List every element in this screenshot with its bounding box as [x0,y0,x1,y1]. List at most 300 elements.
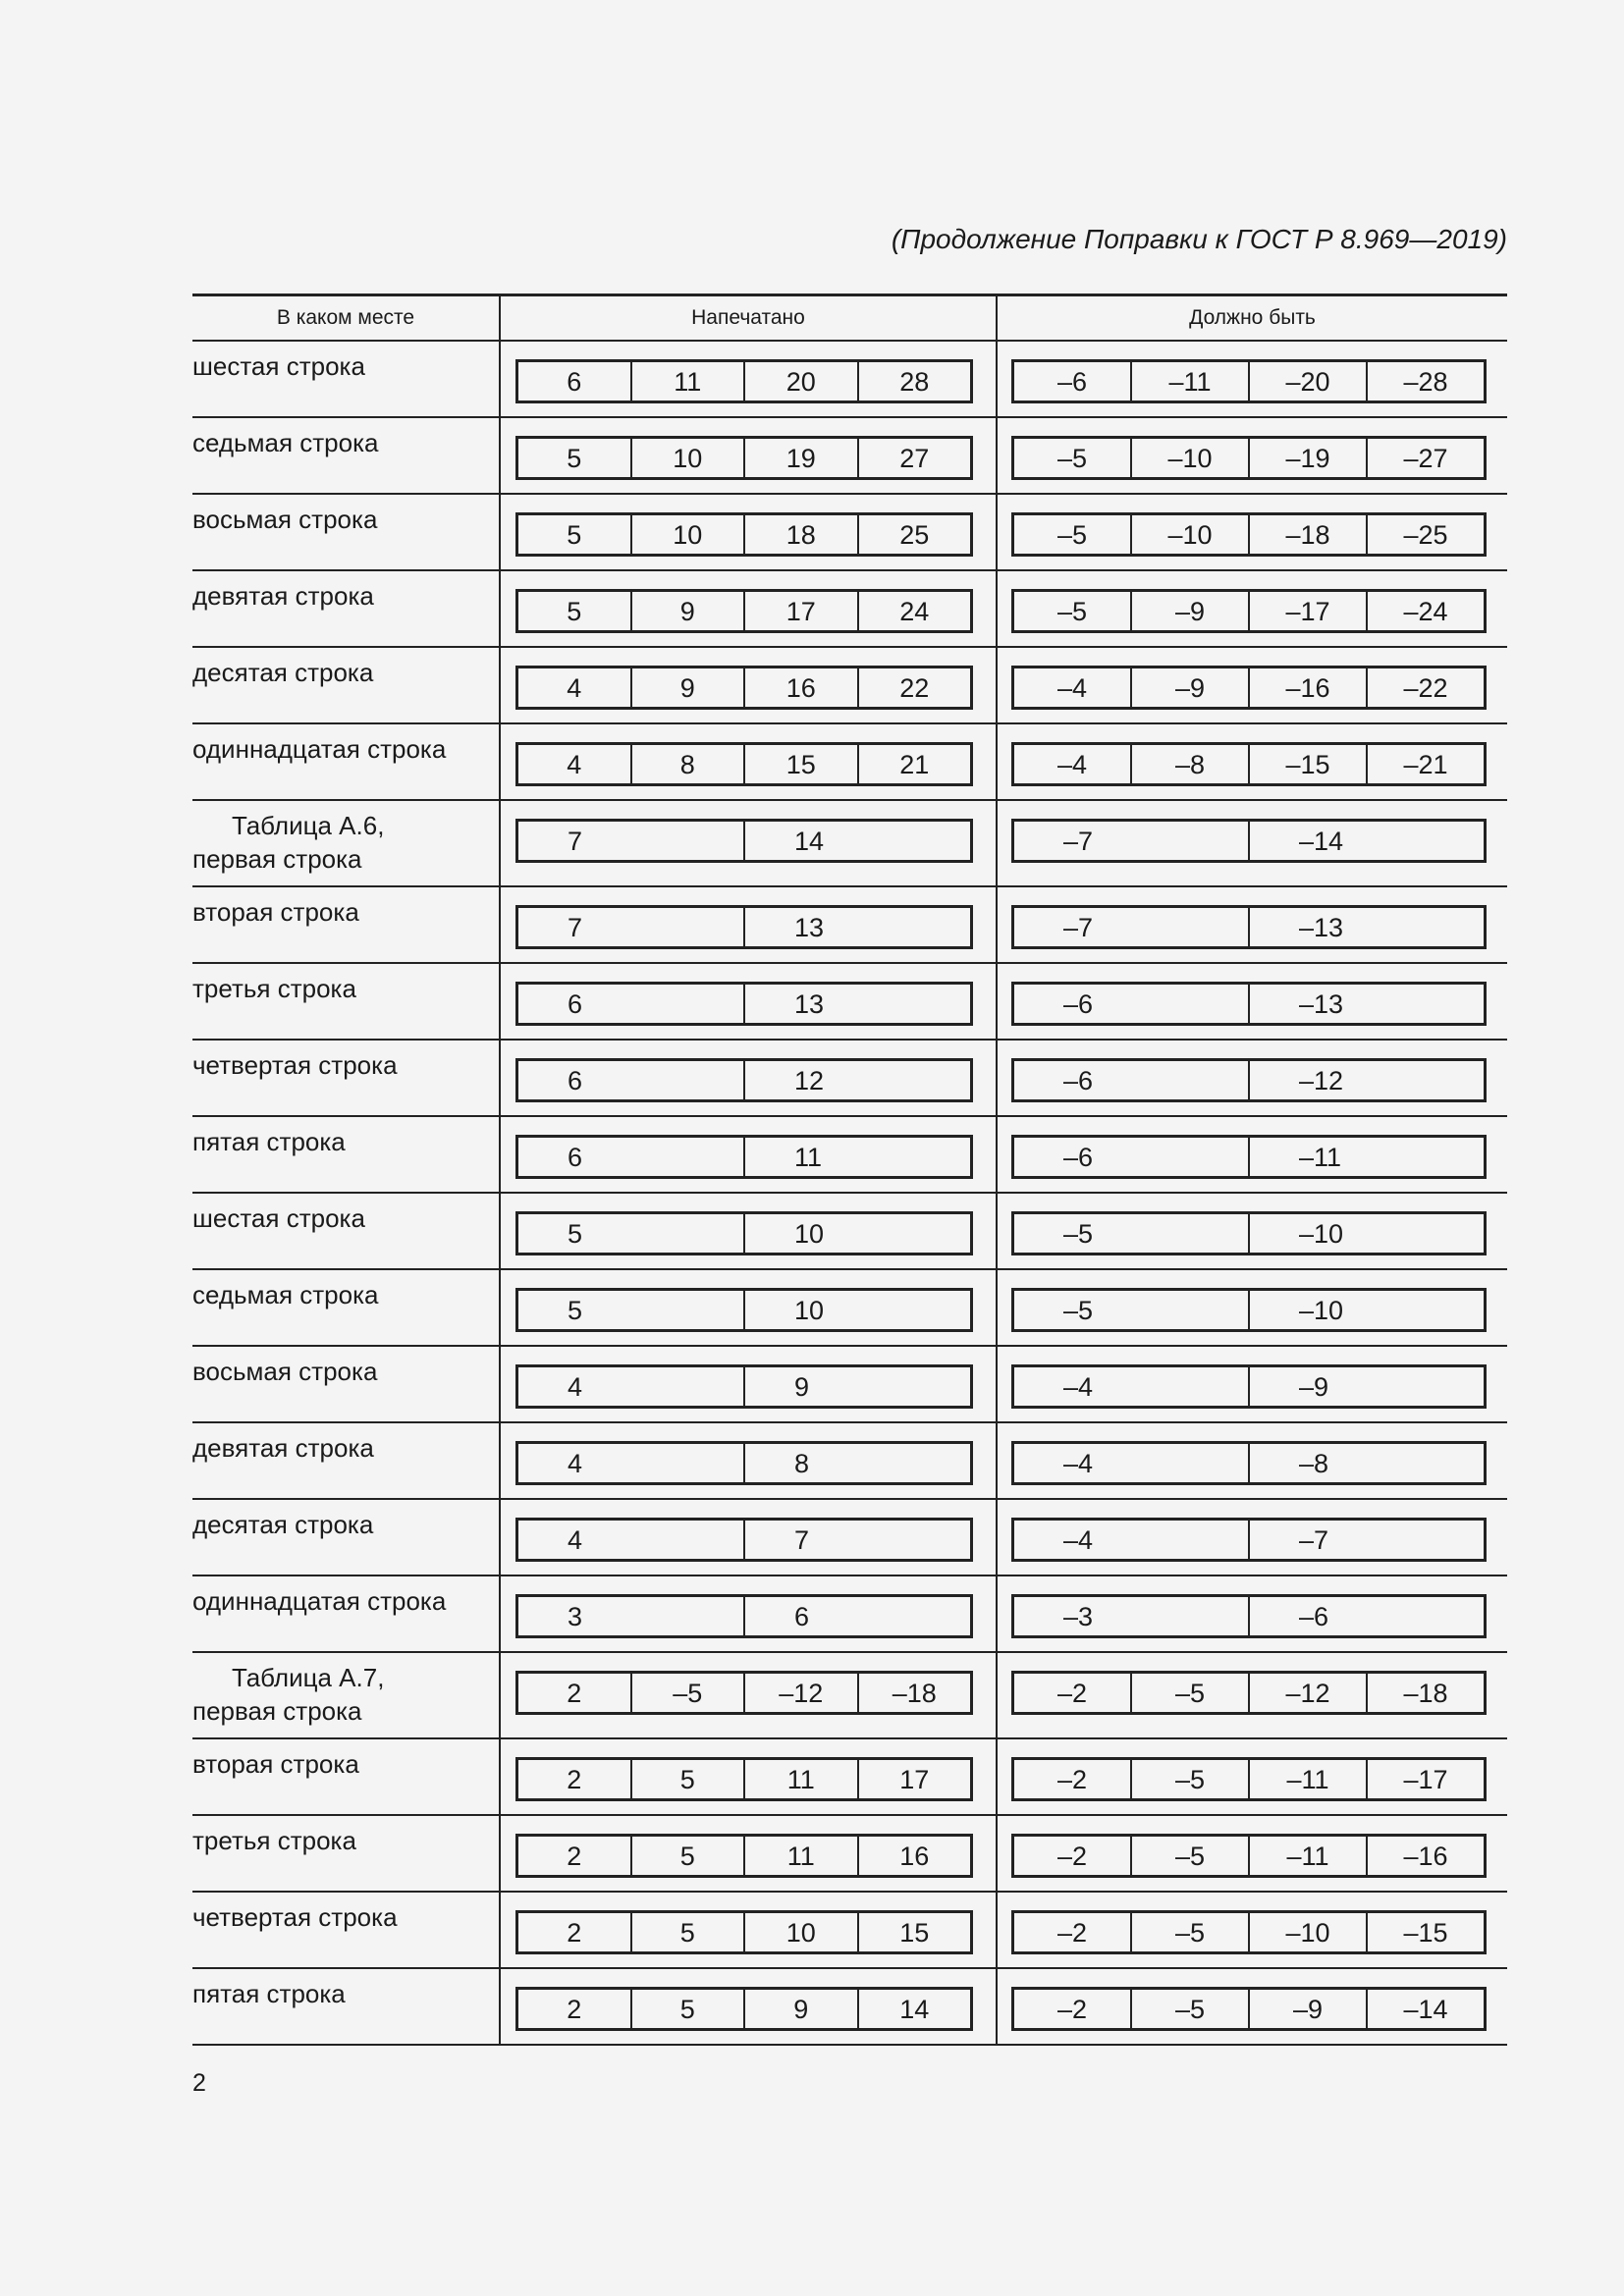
printed-value: 9 [630,592,744,630]
should-value: –2 [1056,1995,1088,2024]
printed-values-box [515,1288,973,1332]
printed-value: 13 [743,985,970,1023]
printed-value: 10 [743,1291,970,1329]
header-printed: Напечатано [499,296,996,340]
should-value: –4 [1056,673,1088,703]
printed-value: 21 [857,745,971,783]
printed-cell [499,1739,996,1814]
should-cell [996,1347,1507,1421]
should-value: –9 [1130,592,1248,630]
printed-value: 5 [567,597,582,626]
should-value: –10 [1248,1214,1484,1253]
place-line: вторая строка [192,897,359,927]
should-values-box [1011,1594,1487,1638]
should-value: –22 [1366,668,1484,707]
place-text [192,1041,499,1082]
printed-value: 10 [630,439,744,477]
should-value: –11 [1130,362,1248,400]
place-line: десятая строка [192,658,374,687]
should-values-box [1011,982,1487,1026]
should-value: –9 [1248,1990,1366,2028]
printed-cell [499,887,996,962]
place-line: первая строка [192,1696,362,1726]
printed-value: 5 [630,1913,744,1951]
should-value: –20 [1248,362,1366,400]
table-row [192,1653,1507,1739]
should-values-box [1011,359,1487,403]
should-value: –6 [1063,989,1094,1019]
should-cell [996,495,1507,569]
should-value: –12 [1248,1674,1366,1712]
should-values-box [1011,1058,1487,1102]
should-value: –15 [1366,1913,1484,1951]
page-number: 2 [192,2069,206,2097]
place-text [192,1576,499,1618]
printed-cell [499,1423,996,1498]
printed-value: 6 [568,1143,583,1172]
place-line: пятая строка [192,1979,346,2008]
place-line: четвертая строка [192,1902,398,1932]
table-row [192,342,1507,418]
printed-value: 2 [567,1679,582,1708]
place-text [192,1969,499,2010]
printed-value: 28 [857,362,971,400]
printed-value: –18 [857,1674,971,1712]
printed-value: 11 [743,1138,970,1176]
printed-values-box [515,512,973,557]
should-cell [996,964,1507,1039]
should-cell [996,887,1507,962]
place-text [192,801,499,876]
printed-value: 9 [743,1367,970,1406]
place-line: одиннадцатая строка [192,1586,447,1616]
place-text [192,1893,499,1934]
printed-values-box [515,1135,973,1179]
should-value: –5 [1130,1760,1248,1798]
should-cell [996,1739,1507,1814]
printed-values-box [515,1058,973,1102]
should-value: –5 [1063,1296,1094,1325]
printed-cell [499,1969,996,2044]
should-cell [996,724,1507,799]
printed-value: –5 [630,1674,744,1712]
printed-values-box [515,666,973,710]
printed-cell [499,648,996,722]
should-values-box [1011,1441,1487,1485]
printed-values-box [515,982,973,1026]
should-values-box [1011,666,1487,710]
printed-cell [499,1347,996,1421]
should-value: –27 [1366,439,1484,477]
should-value: –11 [1248,1837,1366,1875]
place-text [192,342,499,383]
place-cell [192,1576,499,1651]
printed-values-box [515,1364,973,1409]
printed-values-box [515,1834,973,1878]
should-cell [996,1969,1507,2044]
table-row [192,1423,1507,1500]
printed-value: 7 [743,1521,970,1559]
table-row [192,1576,1507,1653]
printed-value: 17 [743,592,857,630]
should-cell [996,648,1507,722]
printed-cell [499,1500,996,1575]
continuation-note: (Продолжение Поправки к ГОСТ Р 8.969—2019) [891,224,1507,254]
printed-cell [499,1893,996,1967]
should-value: –10 [1130,515,1248,554]
printed-value: 6 [567,367,582,397]
printed-value: 19 [743,439,857,477]
table-row [192,1739,1507,1816]
place-text [192,571,499,613]
printed-values-box [515,1757,973,1801]
should-value: –10 [1130,439,1248,477]
printed-value: 4 [567,750,582,779]
should-cell [996,1893,1507,1967]
should-cell [996,801,1507,885]
place-cell [192,1653,499,1737]
should-values-box [1011,1518,1487,1562]
printed-value: 5 [630,1760,744,1798]
printed-value: 18 [743,515,857,554]
should-cell [996,1041,1507,1115]
printed-value: 16 [743,668,857,707]
should-value: –7 [1063,827,1094,856]
table-row [192,1893,1507,1969]
should-value: –7 [1248,1521,1484,1559]
should-value: –5 [1056,520,1088,550]
place-cell [192,1969,499,2044]
printed-value: 8 [743,1444,970,1482]
place-line: девятая строка [192,581,374,611]
should-values-box [1011,905,1487,949]
should-value: –18 [1366,1674,1484,1712]
printed-value: 17 [857,1760,971,1798]
table-header [192,294,1507,342]
place-line: десятая строка [192,1510,374,1539]
printed-cell [499,724,996,799]
should-value: –25 [1366,515,1484,554]
place-text [192,1194,499,1235]
printed-value: 5 [568,1219,583,1249]
place-cell [192,801,499,885]
table-row [192,495,1507,571]
should-value: –2 [1056,1842,1088,1871]
printed-value: 4 [568,1525,583,1555]
printed-cell [499,495,996,569]
place-line: восьмая строка [192,505,378,534]
printed-value: 5 [567,444,582,473]
place-line: Таблица А.6, [232,811,385,840]
should-value: –11 [1248,1138,1484,1176]
should-cell [996,342,1507,416]
place-line: вторая строка [192,1749,359,1779]
printed-values-box [515,1594,973,1638]
should-value: –12 [1248,1061,1484,1099]
printed-value: 4 [567,673,582,703]
place-line: шестая строка [192,1203,365,1233]
should-value: –19 [1248,439,1366,477]
should-value: –8 [1248,1444,1484,1482]
printed-value: 9 [630,668,744,707]
place-cell [192,571,499,646]
printed-cell [499,1653,996,1737]
should-value: –5 [1056,444,1088,473]
should-value: –17 [1366,1760,1484,1798]
should-value: –4 [1063,1525,1094,1555]
should-value: –10 [1248,1913,1366,1951]
place-cell [192,1194,499,1268]
table-row [192,1041,1507,1117]
printed-cell [499,801,996,885]
printed-value: 11 [630,362,744,400]
printed-value: 24 [857,592,971,630]
table-row [192,964,1507,1041]
printed-value: 11 [743,1837,857,1875]
place-cell [192,1739,499,1814]
should-value: –15 [1248,745,1366,783]
should-value: –7 [1063,913,1094,942]
place-cell [192,418,499,493]
table-row [192,1347,1507,1423]
should-values-box [1011,1288,1487,1332]
printed-value: 13 [743,908,970,946]
should-value: –16 [1248,668,1366,707]
printed-cell [499,964,996,1039]
should-values-box [1011,819,1487,863]
should-cell [996,1270,1507,1345]
should-cell [996,1117,1507,1192]
place-text [192,648,499,689]
should-value: –3 [1063,1602,1094,1631]
should-value: –10 [1248,1291,1484,1329]
should-cell [996,418,1507,493]
place-text [192,964,499,1005]
printed-cell [499,1041,996,1115]
should-value: –14 [1248,822,1484,860]
table-row [192,1969,1507,2046]
printed-value: 12 [743,1061,970,1099]
place-cell [192,964,499,1039]
should-value: –21 [1366,745,1484,783]
should-value: –8 [1130,745,1248,783]
place-text [192,1270,499,1311]
printed-value: –12 [743,1674,857,1712]
place-text [192,887,499,929]
should-value: –6 [1248,1597,1484,1635]
place-text [192,1347,499,1388]
should-value: –9 [1130,668,1248,707]
printed-values-box [515,819,973,863]
place-text [192,1739,499,1781]
printed-value: 11 [743,1760,857,1798]
printed-values-box [515,1910,973,1954]
printed-values-box [515,359,973,403]
should-cell [996,1500,1507,1575]
place-text [192,1423,499,1465]
place-text [192,1816,499,1857]
header-should: Должно быть [996,296,1507,340]
printed-values-box [515,905,973,949]
printed-value: 5 [630,1837,744,1875]
corrections-table [192,294,1507,2046]
place-line: четвертая строка [192,1050,398,1080]
place-cell [192,1423,499,1498]
printed-value: 4 [568,1372,583,1402]
printed-cell [499,342,996,416]
printed-cell [499,571,996,646]
should-values-box [1011,512,1487,557]
table-row [192,418,1507,495]
printed-value: 22 [857,668,971,707]
place-text [192,1653,499,1728]
should-value: –2 [1056,1679,1088,1708]
printed-value: 10 [743,1913,857,1951]
printed-value: 2 [567,1765,582,1794]
place-text [192,495,499,536]
table-row [192,724,1507,801]
place-line: третья строка [192,1826,356,1855]
should-value: –6 [1063,1066,1094,1095]
printed-value: 5 [630,1990,744,2028]
place-line: пятая строка [192,1127,346,1156]
should-values-box [1011,1987,1487,2031]
should-value: –4 [1063,1372,1094,1402]
should-value: –4 [1063,1449,1094,1478]
place-line: шестая строка [192,351,365,381]
should-values-box [1011,742,1487,786]
place-cell [192,648,499,722]
should-cell [996,1816,1507,1891]
printed-value: 25 [857,515,971,554]
should-value: –24 [1366,592,1484,630]
printed-value: 15 [857,1913,971,1951]
place-line: Таблица А.7, [232,1663,385,1692]
should-values-box [1011,589,1487,633]
table-row [192,1117,1507,1194]
should-value: –5 [1056,597,1088,626]
should-value: –5 [1063,1219,1094,1249]
printed-value: 6 [568,989,583,1019]
printed-cell [499,1194,996,1268]
place-line: первая строка [192,844,362,874]
printed-values-box [515,1671,973,1715]
should-cell [996,1194,1507,1268]
should-value: –5 [1130,1674,1248,1712]
printed-value: 2 [567,1842,582,1871]
should-value: –5 [1130,1990,1248,2028]
should-value: –6 [1063,1143,1094,1172]
place-line: седьмая строка [192,1280,379,1309]
should-values-box [1011,436,1487,480]
table-row [192,1270,1507,1347]
should-value: –18 [1248,515,1366,554]
printed-value: 7 [568,827,583,856]
printed-value: 8 [630,745,744,783]
should-value: –4 [1056,750,1088,779]
place-cell [192,1500,499,1575]
header-place: В каком месте [276,306,415,329]
should-value: –2 [1056,1765,1088,1794]
should-values-box [1011,1834,1487,1878]
printed-value: 14 [857,1990,971,2028]
should-value: –16 [1366,1837,1484,1875]
should-value: –28 [1366,362,1484,400]
table-row [192,648,1507,724]
place-cell [192,342,499,416]
should-value: –13 [1248,985,1484,1023]
printed-values-box [515,436,973,480]
should-value: –5 [1130,1913,1248,1951]
place-text [192,724,499,766]
printed-cell [499,1117,996,1192]
place-line: седьмая строка [192,428,379,457]
should-values-box [1011,1910,1487,1954]
place-cell [192,495,499,569]
printed-value: 10 [743,1214,970,1253]
printed-values-box [515,1441,973,1485]
table-row [192,801,1507,887]
place-cell [192,1816,499,1891]
table-row [192,571,1507,648]
should-value: –9 [1248,1367,1484,1406]
place-line: одиннадцатая строка [192,734,447,764]
table-row [192,1500,1507,1576]
place-cell [192,1347,499,1421]
should-values-box [1011,1671,1487,1715]
printed-values-box [515,1987,973,2031]
printed-value: 7 [568,913,583,942]
should-value: –13 [1248,908,1484,946]
should-value: –11 [1248,1760,1366,1798]
printed-cell [499,1576,996,1651]
should-values-box [1011,1757,1487,1801]
should-cell [996,1423,1507,1498]
should-value: –14 [1366,1990,1484,2028]
should-cell [996,1653,1507,1737]
place-line: девятая строка [192,1433,374,1463]
place-text [192,1500,499,1541]
table-row [192,1194,1507,1270]
printed-value: 2 [567,1995,582,2024]
printed-value: 9 [743,1990,857,2028]
printed-value: 6 [743,1597,970,1635]
printed-cell [499,418,996,493]
place-cell [192,887,499,962]
printed-values-box [515,1211,973,1255]
printed-value: 2 [567,1918,582,1948]
printed-value: 5 [567,520,582,550]
printed-value: 20 [743,362,857,400]
printed-values-box [515,742,973,786]
printed-cell [499,1816,996,1891]
printed-value: 16 [857,1837,971,1875]
should-cell [996,571,1507,646]
place-cell [192,1041,499,1115]
place-cell [192,1117,499,1192]
printed-value: 5 [568,1296,583,1325]
place-cell [192,1893,499,1967]
printed-value: 14 [743,822,970,860]
printed-value: 6 [568,1066,583,1095]
should-value: –17 [1248,592,1366,630]
should-cell [996,1576,1507,1651]
should-values-box [1011,1364,1487,1409]
printed-cell [499,1270,996,1345]
printed-value: 15 [743,745,857,783]
should-values-box [1011,1135,1487,1179]
printed-value: 3 [568,1602,583,1631]
